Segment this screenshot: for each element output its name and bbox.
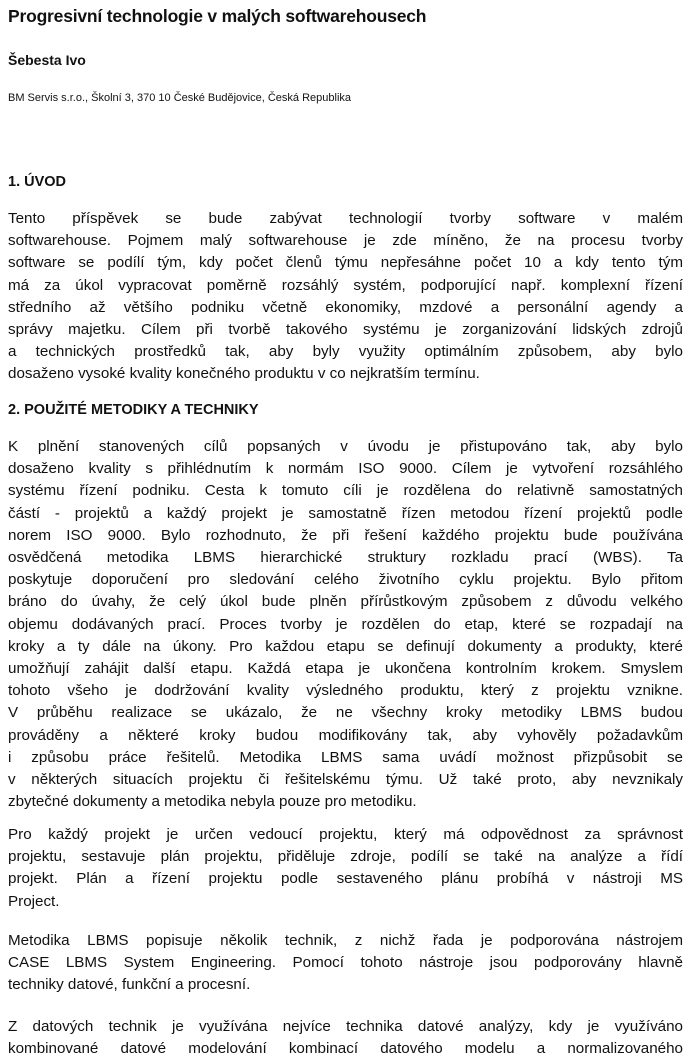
text-line: systému řízení podniku. Cesta k tomuto cíli je rozdělena do relativně samostatných <box>8 482 683 500</box>
text-line: a technických prostředků tak, aby byly využity optimálním způsobem, aby bylo <box>8 343 683 361</box>
text-line: Project. <box>8 892 60 910</box>
text-line: prováděny a některé kroky budou modifikovány tak, aby vyhověly požadavkům <box>8 726 683 744</box>
paragraph <box>8 824 683 913</box>
paragraph <box>8 208 683 386</box>
text-line: dosaženo vysoké kvality konečného produktu v co nejkratším termínu. <box>8 365 480 383</box>
text-line: tohoto všeho je dodržování kvality výsledného produktu, který z projektu vznikne. <box>8 682 683 700</box>
text-line: norem ISO 9000. Bylo rozhodnuto, že při řešení každého projektu bude používána <box>8 526 683 544</box>
text-line: Pro každý projekt je určen vedoucí projektu, který má odpovědnost za správnost <box>8 826 683 843</box>
text-line: dosaženo kvality s přihlédnutím k normám ISO 9000. Cílem je vytvoření rozsáhlého <box>8 460 683 478</box>
text-line: techniky datové, funkční a procesní. <box>8 976 251 994</box>
text-line: v některých situacích projektu či řešitelskému týmu. Už také proto, aby nevznikaly <box>8 771 683 789</box>
text-line: umožňují zahájit další etapu. Každá etapa je ukončena kontrolním krokem. Smyslem <box>8 660 683 678</box>
text-line: má za úkol vypracovat poměrně rozsáhlý systém, podporující např. komplexní řízení <box>8 276 683 294</box>
text-line: osvědčená metodika LBMS hierarchické struktury rozkladu prací (WBS). Ta <box>8 549 683 567</box>
text-line: software se podílí tým, kdy počet členů týmu nepřesáhne počet 10 a kdy tento tým <box>8 254 683 272</box>
text-line: středního až většího podniku včetně ekonomiky, mzdové a personální agendy a <box>8 298 683 316</box>
author-name: Šebesta Ivo <box>8 52 86 68</box>
text-line: V průběhu realizace se ukázalo, že ne všechny kroky metodiky LBMS budou <box>8 704 683 722</box>
text-line: Metodika LBMS popisuje několik technik, z nichž řada je podporována nástrojem <box>8 932 683 949</box>
paragraph <box>8 1016 683 1060</box>
text-line: projekt. Plán a řízení projektu podle sestaveného plánu probíhá v nástroji MS <box>8 870 683 888</box>
text-line: bráno do úvahy, že celý úkol bude plněn přírůstkovým způsobem z důvodu velkého <box>8 593 683 611</box>
text-line: kombinované datové modelování kombinací datového modelu a normalizovaného <box>8 1040 683 1058</box>
text-line: objemu dodávaných prací. Proces tvorby je rozdělen do etap, které se rozpadají na <box>8 615 683 633</box>
text-line: i způsobu práce řešitelů. Metodika LBMS sama uvádí možnost přizpůsobit se <box>8 748 683 766</box>
text-line: Tento příspěvek se bude zabývat technologií tvorby software v malém <box>8 210 683 227</box>
section-heading-uvod: 1. ÚVOD <box>8 174 67 190</box>
text-line: poskytuje doporučení pro sledování celého životního cyklu projektu. Bylo přitom <box>8 571 683 589</box>
text-line: zbytečné dokumenty a metodika nebyla pouze pro metodiku. <box>8 793 417 811</box>
paragraph <box>8 436 683 813</box>
text-line: částí - projektů a každý projekt je samostatně řízen metodou řízení projektů podle <box>8 504 683 522</box>
text-line: projektu, sestavuje plán projektu, přiděluje zdroje, podílí se také na analýze a řídí <box>8 848 683 866</box>
author-affiliation: BM Servis s.r.o., Školní 3, 370 10 České Budějovice, Česká Republika <box>8 92 352 104</box>
text-line: K plnění stanovených cílů popsaných v úvodu je přistupováno tak, aby bylo <box>8 438 683 455</box>
text-line: softwarehouse. Pojmem malý softwarehouse je zde míněno, že na procesu tvorby <box>8 232 683 250</box>
text-line: kroky a ty dále na úkony. Pro každou etapu se definují dokumenty a produkty, které <box>8 637 683 655</box>
section-heading-metodiky: 2. POUŽITÉ METODIKY A TECHNIKY <box>8 402 259 418</box>
paper-title: Progresivní technologie v malých softwarehousech <box>8 6 427 26</box>
paragraph <box>8 930 683 997</box>
text-line: správy majetku. Cílem při tvorbě takového systému je zorganizování lidských zdrojů <box>8 321 683 339</box>
text-line: Z datových technik je využívána nejvíce technika datové analýzy, kdy je využíváno <box>8 1018 683 1035</box>
text-line: CASE LBMS System Engineering. Pomocí tohoto nástroje jsou podporovány hlavně <box>8 954 683 972</box>
